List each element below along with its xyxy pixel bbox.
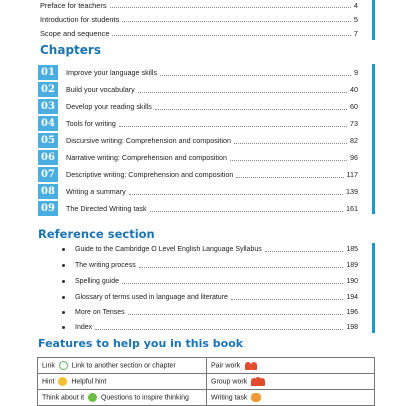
toc-entry[interactable] bbox=[40, 0, 358, 11]
chapter-number: 07 bbox=[38, 167, 58, 182]
feature-description: Link to another section or chapter bbox=[71, 362, 176, 370]
toc-entry-page: 7 bbox=[353, 28, 358, 38]
feature-name: Group work bbox=[211, 378, 248, 386]
chapter-entry[interactable] bbox=[38, 184, 358, 199]
leader-dots bbox=[265, 246, 344, 252]
feature-cell bbox=[38, 358, 207, 374]
bullet-icon bbox=[62, 248, 65, 251]
chapter-label: Writing a summary bbox=[66, 187, 126, 196]
chapter-number: 01 bbox=[38, 65, 58, 80]
reference-page: 185 bbox=[346, 245, 358, 253]
chapter-page: 139 bbox=[346, 187, 358, 196]
chapter-entry[interactable] bbox=[38, 150, 358, 165]
chapter-entry[interactable] bbox=[38, 82, 358, 97]
chapter-page: 40 bbox=[350, 85, 358, 94]
feature-name: Writing task bbox=[211, 394, 248, 402]
leader-dots bbox=[139, 262, 344, 268]
chapter-entry[interactable] bbox=[38, 201, 358, 216]
side-rule bbox=[372, 243, 375, 333]
chapter-entry[interactable] bbox=[38, 133, 358, 148]
group-work-icon bbox=[251, 377, 265, 386]
reference-page: 196 bbox=[346, 308, 358, 316]
pair-work-icon bbox=[244, 361, 258, 370]
bullet-icon bbox=[62, 280, 65, 283]
reference-label: Spelling guide bbox=[75, 277, 119, 285]
reference-heading: Reference section bbox=[38, 227, 155, 241]
reference-page: 189 bbox=[346, 261, 358, 269]
leader-dots bbox=[95, 324, 343, 330]
reference-label: Glossary of terms used in language and literature bbox=[75, 293, 228, 301]
reference-label: More on Tenses bbox=[75, 308, 125, 316]
leader-dots bbox=[231, 294, 343, 300]
leader-dots bbox=[122, 16, 351, 22]
chapter-label: Improve your language skills bbox=[66, 68, 158, 77]
bullet-icon bbox=[62, 264, 65, 267]
leader-dots bbox=[160, 70, 351, 76]
chapter-label: Tools for writing bbox=[66, 119, 116, 128]
feature-cell bbox=[207, 358, 375, 374]
link-icon bbox=[59, 361, 68, 370]
reference-entry[interactable] bbox=[62, 259, 358, 271]
side-rule bbox=[372, 64, 375, 214]
leader-dots bbox=[112, 30, 350, 36]
feature-cell bbox=[38, 390, 207, 406]
chapter-page: 9 bbox=[354, 68, 358, 77]
feature-name: Think about it bbox=[42, 394, 85, 402]
leader-dots bbox=[230, 155, 347, 161]
toc-entry-label: Scope and sequence bbox=[40, 28, 110, 38]
chapter-number: 06 bbox=[38, 150, 58, 165]
feature-cell bbox=[38, 374, 207, 390]
think-icon bbox=[88, 393, 97, 402]
feature-name: Pair work bbox=[211, 362, 241, 370]
leader-dots bbox=[234, 138, 347, 144]
chapter-page: 161 bbox=[346, 204, 358, 213]
chapter-label: Narrative writing: Comprehension and composition bbox=[66, 153, 227, 162]
chapter-page: 60 bbox=[350, 102, 358, 111]
chapter-number: 09 bbox=[38, 201, 58, 216]
leader-dots bbox=[110, 2, 351, 8]
toc-entry-label: Preface for teachers bbox=[40, 0, 107, 10]
features-heading: Features to help you in this book bbox=[38, 337, 244, 350]
reference-label: Index bbox=[75, 323, 93, 331]
chapter-number: 02 bbox=[38, 82, 58, 97]
leader-dots bbox=[236, 172, 343, 178]
reference-page: 194 bbox=[346, 293, 358, 301]
feature-name: Hint bbox=[42, 378, 55, 386]
features-row bbox=[38, 390, 375, 406]
reference-page: 198 bbox=[346, 323, 358, 331]
chapter-number: 03 bbox=[38, 99, 58, 114]
reference-label: The writing process bbox=[75, 261, 136, 269]
feature-description: Helpful hint bbox=[71, 378, 107, 386]
feature-cell bbox=[207, 390, 375, 406]
chapter-number: 04 bbox=[38, 116, 58, 131]
side-rule bbox=[372, 0, 375, 40]
leader-dots bbox=[119, 121, 347, 127]
reference-entry[interactable] bbox=[62, 243, 358, 255]
chapter-entry[interactable] bbox=[38, 65, 358, 80]
chapter-label: Develop your reading skills bbox=[66, 102, 152, 111]
chapter-page: 96 bbox=[350, 153, 358, 162]
leader-dots bbox=[150, 206, 343, 212]
chapter-label: Build your vocabulary bbox=[66, 85, 135, 94]
feature-description: Questions to inspire thinking bbox=[100, 394, 189, 402]
bullet-icon bbox=[62, 326, 65, 329]
reference-entry[interactable] bbox=[62, 321, 358, 333]
chapter-number: 05 bbox=[38, 133, 58, 148]
chapter-entry[interactable] bbox=[38, 116, 358, 131]
feature-cell bbox=[207, 374, 375, 390]
toc-entry-page: 4 bbox=[353, 0, 358, 10]
bulb-icon bbox=[58, 377, 67, 386]
chapter-page: 82 bbox=[350, 136, 358, 145]
chapter-label: The Directed Writing task bbox=[66, 204, 147, 213]
chapter-label: Descriptive writing: Comprehension and composition bbox=[66, 170, 234, 179]
features-row bbox=[38, 374, 375, 390]
toc-entry[interactable] bbox=[40, 13, 358, 25]
reference-page: 190 bbox=[346, 277, 358, 285]
reference-entry[interactable] bbox=[62, 306, 358, 318]
toc-entry-page: 5 bbox=[353, 14, 358, 24]
chapter-page: 117 bbox=[346, 170, 358, 179]
feature-name: Link bbox=[42, 362, 55, 370]
toc-entry-label: Introduction for students bbox=[40, 14, 120, 24]
writing-hand-icon bbox=[251, 393, 261, 402]
leader-dots bbox=[155, 104, 347, 110]
leader-dots bbox=[129, 189, 343, 195]
reference-entry[interactable] bbox=[62, 275, 358, 287]
chapters-heading: Chapters bbox=[40, 43, 101, 57]
chapter-number: 08 bbox=[38, 184, 58, 199]
reference-entry[interactable] bbox=[62, 291, 358, 303]
features-row bbox=[38, 358, 375, 374]
chapter-entry[interactable] bbox=[38, 167, 358, 182]
bullet-icon bbox=[62, 311, 65, 314]
leader-dots bbox=[138, 87, 347, 93]
leader-dots bbox=[128, 309, 344, 315]
chapter-entry[interactable] bbox=[38, 99, 358, 114]
chapter-page: 73 bbox=[350, 119, 358, 128]
features-table bbox=[37, 357, 375, 406]
bullet-icon bbox=[62, 296, 65, 299]
toc-entry[interactable] bbox=[40, 27, 358, 39]
chapter-label: Discursive writing: Comprehension and composition bbox=[66, 136, 231, 145]
leader-dots bbox=[122, 278, 343, 284]
reference-label: Guide to the Cambridge O Level English Language Syllabus bbox=[75, 245, 262, 253]
